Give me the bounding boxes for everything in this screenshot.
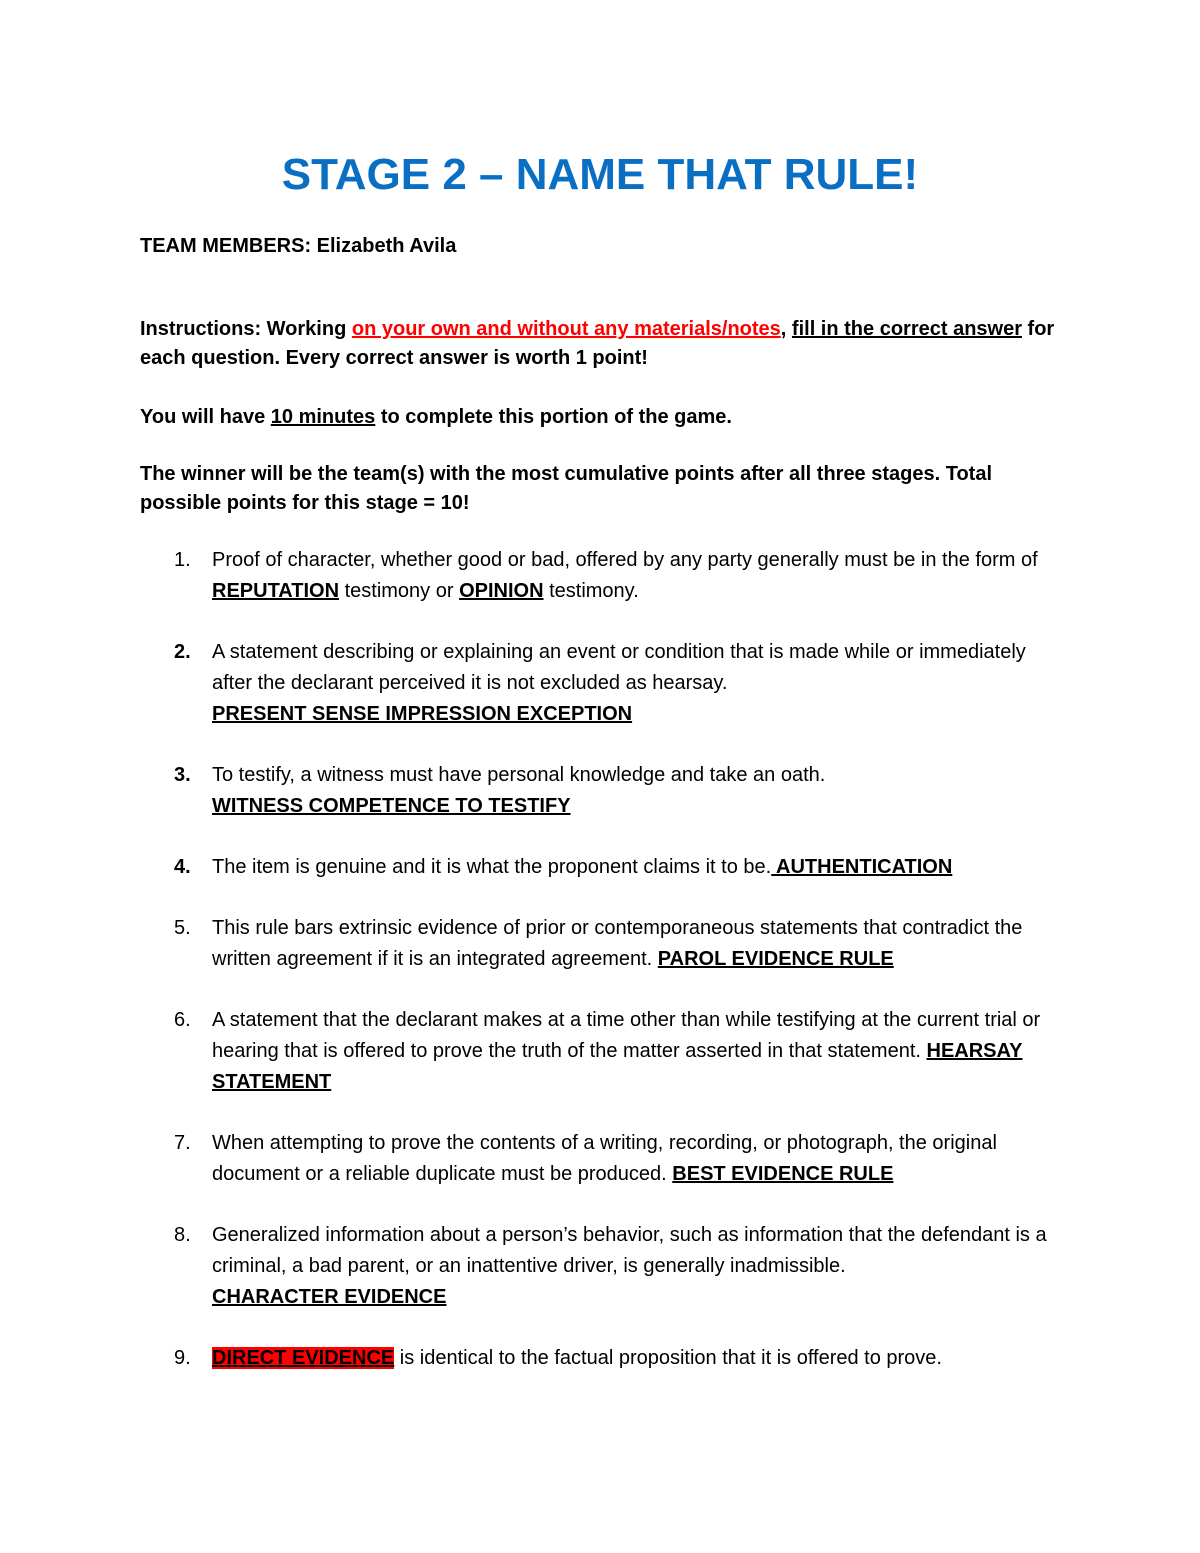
question-number: 5. bbox=[174, 917, 191, 939]
question-9 bbox=[140, 1343, 1070, 1374]
instructions-comma: , bbox=[780, 318, 792, 340]
time-suffix: to complete this portion of the game. bbox=[375, 406, 732, 428]
answer: CHARACTER EVIDENCE bbox=[212, 1286, 447, 1308]
answer: HEARSAY STATEMENT bbox=[212, 1040, 1023, 1093]
answer: PAROL EVIDENCE RULE bbox=[657, 948, 894, 970]
answer-opinion: OPINION bbox=[459, 580, 544, 602]
instructions-prefix: Instructions: Working bbox=[140, 318, 352, 340]
time-underlined: 10 minutes bbox=[270, 406, 376, 428]
question-text: A statement that the declarant makes at a time other than while testifying at the current trial or hearing that is offered to prove the truth of the matter asserted in that statement. bbox=[212, 1009, 1041, 1062]
question-text: A statement describing or explaining an event or condition that is made while or immediately after the declarant perceived it is not excluded as hearsay. bbox=[212, 641, 1026, 694]
question-7 bbox=[140, 1128, 1070, 1190]
question-number: 6. bbox=[174, 1009, 191, 1031]
question-text: testimony. bbox=[543, 580, 639, 602]
question-1 bbox=[140, 545, 1070, 607]
question-number: 7. bbox=[174, 1132, 191, 1154]
answer: AUTHENTICATION bbox=[771, 856, 953, 878]
question-text: The item is genuine and it is what the proponent claims it to be. bbox=[212, 856, 772, 878]
instructions-suffix: for each question. Every correct answer is worth 1 point! bbox=[140, 318, 1055, 369]
question-text: When attempting to prove the contents of a writing, recording, or photograph, the original document or a reliable duplicate must be produced. bbox=[212, 1132, 997, 1185]
question-text: testimony or bbox=[339, 580, 460, 602]
question-number: 3. bbox=[174, 764, 191, 786]
question-number: 8. bbox=[174, 1224, 191, 1246]
question-text: To testify, a witness must have personal knowledge and take an oath. bbox=[212, 764, 826, 786]
team-members: TEAM MEMBERS: Elizabeth Avila bbox=[140, 235, 457, 257]
instructions-underlined: fill in the correct answer bbox=[791, 318, 1022, 340]
answer: BEST EVIDENCE RULE bbox=[672, 1163, 894, 1185]
question-3 bbox=[140, 760, 1070, 822]
time-prefix: You will have bbox=[140, 406, 271, 428]
question-text: Generalized information about a person’s behavior, such as information that the defendant is a criminal, a bad parent, or an inattentive driver, is generally inadmissible. bbox=[212, 1224, 1047, 1277]
question-6 bbox=[140, 1005, 1070, 1098]
question-5 bbox=[140, 913, 1070, 975]
answer: WITNESS COMPETENCE TO TESTIFY bbox=[212, 795, 571, 817]
question-2 bbox=[140, 637, 1070, 730]
answer-reputation: REPUTATION bbox=[212, 580, 340, 602]
page-title: STAGE 2 – NAME THAT RULE! bbox=[281, 150, 919, 199]
question-list bbox=[140, 545, 1070, 1374]
time-paragraph bbox=[140, 403, 1070, 432]
question-number: 1. bbox=[174, 549, 191, 571]
question-text: is identical to the factual proposition that it is offered to prove. bbox=[394, 1347, 942, 1369]
question-4 bbox=[140, 852, 1070, 883]
question-text: This rule bars extrinsic evidence of prior or contemporaneous statements that contradict the written agreement if it is an integrated agreement. bbox=[212, 917, 1023, 970]
question-8 bbox=[140, 1220, 1070, 1313]
answer-highlighted: DIRECT EVIDENCE bbox=[212, 1347, 395, 1369]
question-number: 2. bbox=[174, 641, 191, 663]
question-number: 9. bbox=[174, 1347, 191, 1369]
instructions-paragraph bbox=[140, 315, 1070, 373]
question-text: Proof of character, whether good or bad, offered by any party generally must be in the form of bbox=[212, 549, 1038, 571]
winner-paragraph: The winner will be the team(s) with the most cumulative points after all three stages. Total possible points for this stage = 10! bbox=[140, 463, 993, 514]
answer: PRESENT SENSE IMPRESSION EXCEPTION bbox=[212, 703, 633, 725]
question-number: 4. bbox=[174, 856, 191, 878]
instructions-red-text: on your own and without any materials/notes bbox=[351, 318, 781, 340]
